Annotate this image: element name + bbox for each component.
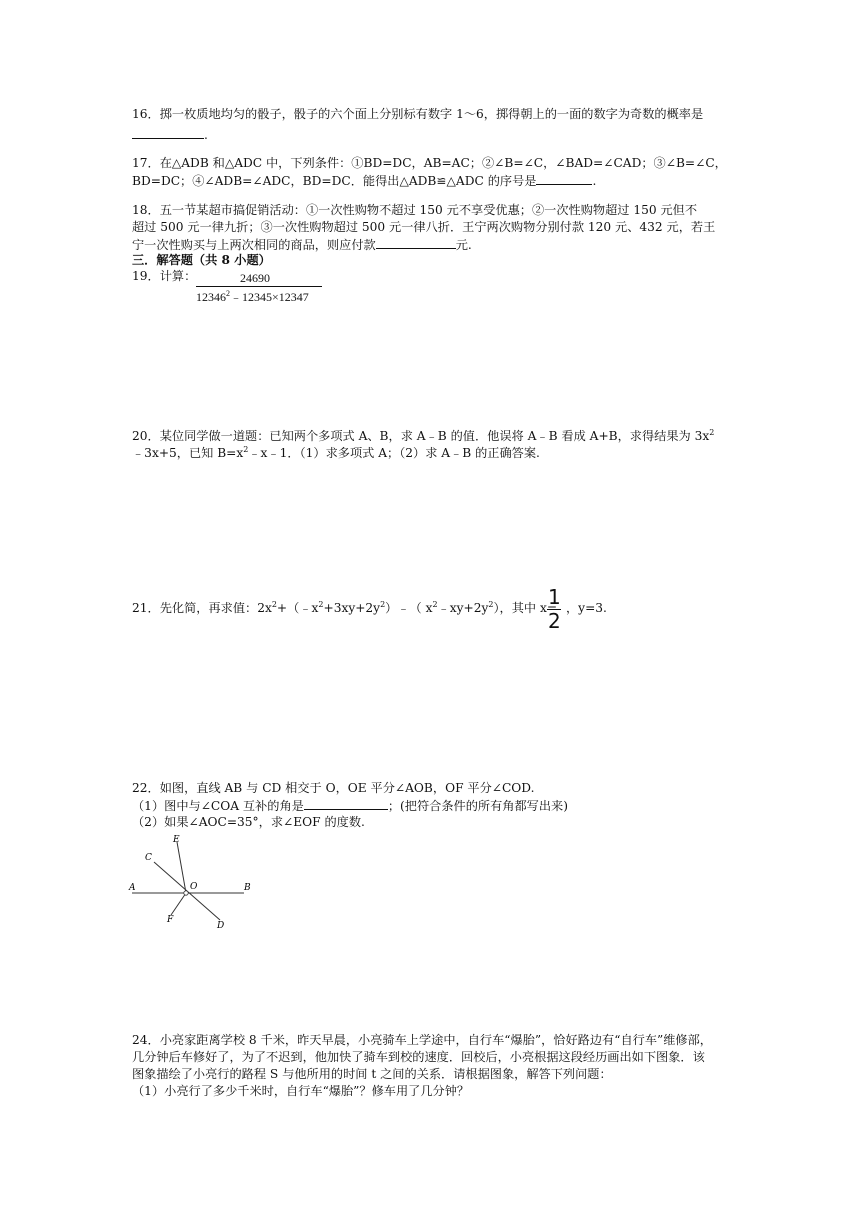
q24-line2: [132, 1049, 705, 1065]
q21-text-b: +（﹣x: [276, 601, 319, 615]
q19-den-rest: ﹣12345×12347: [230, 290, 309, 304]
q24-text2: 几分钟后车修好了，为了不迟到，他加快了骑车到校的速度．回校后，小亮根据这段经历画出如下图象．该: [132, 1050, 705, 1064]
label-f: F: [167, 915, 174, 925]
q22-text2-end: ；(把符合条件的所有角都写出来): [387, 799, 568, 813]
point-o: [184, 891, 188, 895]
q19-fraction-bar: [196, 286, 322, 287]
q19-numerator: 24690: [240, 271, 270, 285]
ray-oe: [177, 842, 186, 893]
q22-line1: [132, 780, 535, 796]
q21-frac-denominator: 2: [548, 609, 561, 633]
q19-label: [132, 268, 196, 284]
q21-text-f: ），其中 x=: [493, 601, 558, 615]
section-heading-text: 三．解答题（共 8 小题）: [132, 253, 271, 267]
q18-text1: 18．五一节某超市搞促销活动：①一次性购物不超过 150 元不享受优惠；②一次性购物超过 150 元但不: [132, 203, 698, 217]
q24-line4: [132, 1083, 469, 1099]
q24-text1: 24．小亮家距离学校 8 千米，昨天早晨，小亮骑车上学途中，自行车“爆胎”，恰好路边有“自行车”维修部，: [132, 1033, 712, 1047]
q22-figure: [124, 834, 264, 934]
label-o: O: [190, 882, 198, 892]
q18-line3: [132, 236, 472, 253]
q22-answer-blank[interactable]: [304, 797, 388, 810]
q24-line1: [132, 1032, 712, 1048]
q16-text: 16．掷一枚质地均匀的骰子，骰子的六个面上分别标有数字 1～6，掷得朝上的一面的数字为奇数的概率是: [132, 107, 704, 121]
q19-den-base: 12346: [196, 290, 226, 304]
label-c: C: [145, 853, 152, 863]
q21-text-a: 21．先化简，再求值：2x: [132, 601, 272, 615]
q18-unit: 元.: [455, 238, 472, 252]
section-heading: [132, 252, 271, 268]
q18-answer-blank[interactable]: [376, 236, 456, 249]
q22-line2: [132, 797, 568, 814]
q17-answer-blank[interactable]: [536, 172, 592, 185]
q24-text4: （1）小亮行了多少千米时，自行车“爆胎”？修车用了几分钟？: [132, 1084, 470, 1098]
q21-text-c: +3xy+2y: [323, 601, 381, 615]
q21-tail: [566, 600, 607, 616]
label-a: A: [129, 883, 136, 893]
q21-exp4: 2: [432, 600, 438, 609]
q21-exp2: 2: [318, 600, 324, 609]
q18-line2: [132, 219, 715, 235]
q20-text2a: ﹣3x+5，已知 B=x: [132, 446, 244, 460]
q21-exp3: 2: [380, 600, 386, 609]
q20-line1: [132, 428, 714, 444]
q22-text1: 22．如图，直线 AB 与 CD 相交于 O，OE 平分∠AOB，OF 平分∠COD.: [132, 781, 535, 795]
q18-line1: [132, 202, 697, 218]
q21-text-g: ，y=3.: [566, 601, 607, 615]
q16-line1: [132, 106, 703, 122]
label-e: E: [173, 835, 180, 845]
q21-text-e: ﹣xy+2y: [437, 601, 489, 615]
q16-line2: [132, 126, 208, 143]
q21-line: [132, 600, 557, 616]
q17-line2: [132, 172, 596, 189]
q24-line3: [132, 1066, 612, 1082]
q19-den-exp: 2: [226, 289, 230, 298]
q21-frac-numerator: 1: [548, 585, 561, 609]
q20-line2: [132, 445, 540, 461]
q21-exp5: 2: [488, 600, 494, 609]
ray-of: [171, 893, 186, 915]
q21-text-d: ）﹣（ x: [385, 601, 433, 615]
q16-answer-blank[interactable]: [132, 126, 204, 139]
q19-denominator: [196, 289, 309, 305]
label-b: B: [244, 883, 251, 893]
q20-text1: 20．某位同学做一道题：已知两个多项式 A、B，求 A﹣B 的值．他误将 A﹣B 看成 A+B，求得结果为 3x: [132, 429, 710, 443]
q18-text3: 宁一次性购买与上两次相同的商品，则应付款: [132, 238, 376, 252]
q20-exp1: 2: [709, 428, 715, 437]
q17-text2: BD=DC；④∠ADB=∠ADC，BD=DC．能得出△ADB≌△ADC 的序号是: [132, 174, 537, 188]
q21-exp1: 2: [271, 600, 277, 609]
q17-text1: 17．在△ADB 和△ADC 中，下列条件：①BD=DC，AB=AC；②∠B=∠C，∠BAD=∠CAD；③∠B=∠C，: [132, 156, 727, 170]
q22-line3: [132, 814, 365, 830]
q22-text3: （2）如果∠AOC=35°，求∠EOF 的度数.: [132, 815, 365, 829]
q17-line1: [132, 155, 727, 171]
q20-text2b: ﹣x﹣1．（1）求多项式 A；（2）求 A﹣B 的正确答案.: [248, 446, 540, 460]
q16-period: .: [204, 128, 208, 142]
q19-label-text: 19．计算：: [132, 269, 197, 283]
q22-text2: （1）图中与∠COA 互补的角是: [132, 799, 304, 813]
q18-text2: 超过 500 元一律九折；③一次性购物超过 500 元一律八折．王宁两次购物分别付款 120 元、432 元，若王: [132, 220, 716, 234]
q24-text3: 图象描绘了小亮行的路程 S 与他所用的时间 t 之间的关系．请根据图象，解答下列问题：: [132, 1067, 612, 1081]
q20-exp2: 2: [243, 445, 249, 454]
label-d: D: [217, 921, 225, 931]
q17-period: .: [592, 174, 597, 188]
